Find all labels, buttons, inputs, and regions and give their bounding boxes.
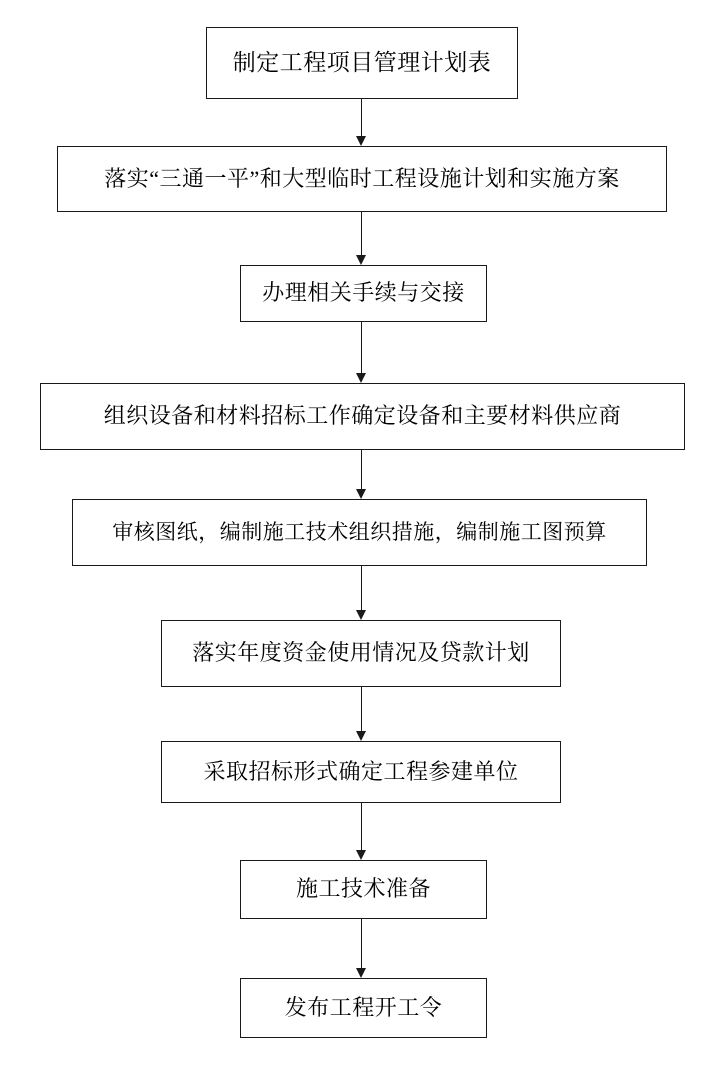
flow-node-n2 xyxy=(57,146,667,212)
connector-arrowhead xyxy=(356,373,366,383)
flow-node-n9 xyxy=(240,978,487,1038)
connector-arrowhead xyxy=(356,850,366,860)
flow-node-label: 施工技术准备 xyxy=(295,876,431,902)
flow-node-n5 xyxy=(72,499,647,566)
connector-line xyxy=(361,99,362,137)
connector-line xyxy=(361,322,362,374)
connector-line xyxy=(361,919,362,969)
connector-arrowhead xyxy=(356,731,366,741)
flow-node-label: 落实年度资金使用情况及贷款计划 xyxy=(192,640,530,666)
connector-arrowhead xyxy=(356,489,366,499)
connector-line xyxy=(361,803,362,851)
connector-arrowhead xyxy=(356,968,366,978)
flow-node-n6 xyxy=(161,620,561,687)
flow-node-n1 xyxy=(206,27,518,99)
flow-node-label: 审核图纸，编制施工技术组织措施，编制施工图预算 xyxy=(112,519,607,544)
flow-node-label: 制定工程项目管理计划表 xyxy=(232,50,492,76)
flow-node-n8 xyxy=(240,860,487,919)
connector-line xyxy=(361,566,362,611)
connector-line xyxy=(361,212,362,256)
flow-node-n7 xyxy=(161,741,561,803)
connector-line xyxy=(361,687,362,732)
connector-arrowhead xyxy=(356,136,366,146)
connector-line xyxy=(361,450,362,490)
flow-node-n3 xyxy=(240,265,487,322)
connector-arrowhead xyxy=(356,610,366,620)
flow-node-label: 办理相关手续与交接 xyxy=(262,280,465,306)
flow-node-label: 发布工程开工令 xyxy=(284,994,443,1020)
flow-node-label: 落实“三通一平”和大型临时工程设施计划和实施方案 xyxy=(104,165,620,191)
connector-arrowhead xyxy=(356,255,366,265)
flow-node-n4 xyxy=(40,383,685,450)
flow-node-label: 组织设备和材料招标工作确定设备和主要材料供应商 xyxy=(103,403,622,429)
flow-node-label: 采取招标形式确定工程参建单位 xyxy=(203,758,519,784)
